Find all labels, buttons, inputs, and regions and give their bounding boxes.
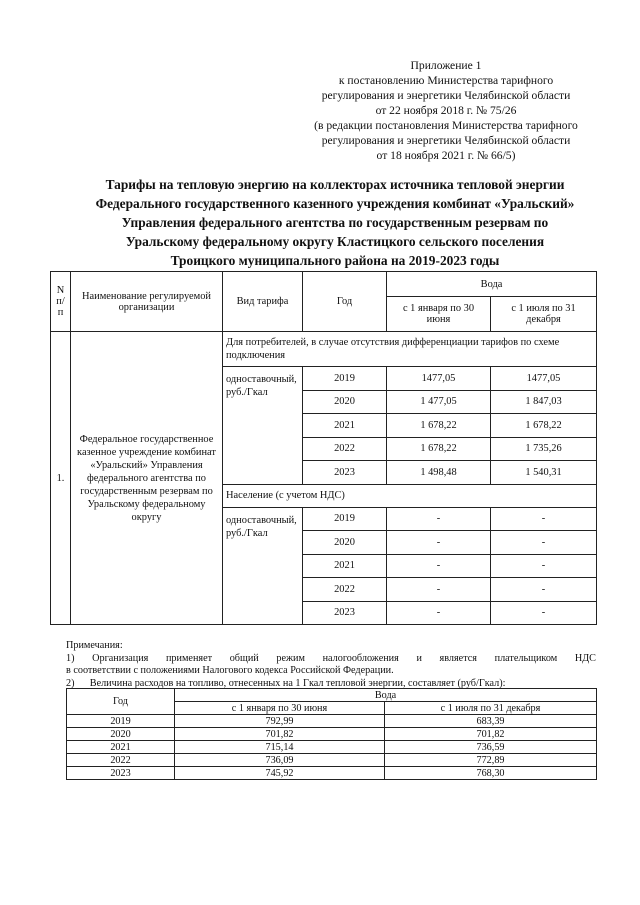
- fuel-year: 2021: [67, 741, 175, 754]
- note-word: НДС: [574, 652, 596, 664]
- value-cell: 1 678,22: [491, 414, 597, 438]
- header-period-1: с 1 января по 30 июня: [387, 297, 491, 332]
- fuel-value: 736,59: [385, 741, 597, 754]
- note-word: Организация: [92, 652, 149, 664]
- fuel-header-year: Год: [67, 689, 175, 715]
- document-title: [50, 175, 620, 270]
- value-cell: 1 498,48: [387, 461, 491, 485]
- fuel-row: [67, 728, 597, 741]
- appendix-block: [296, 58, 596, 163]
- fuel-value: 745,92: [175, 767, 385, 780]
- value-cell: -: [491, 578, 597, 602]
- fuel-header-period-2: с 1 июля по 31 декабря: [385, 702, 597, 715]
- title-line: Троицкого муниципального района на 2019-2023 годы: [170, 253, 500, 268]
- fuel-value: 683,39: [385, 715, 597, 728]
- note-1: [66, 653, 596, 666]
- tariff-type-cell: одноставочный, руб./Гкал: [223, 367, 303, 485]
- title-line: Управления федерального агентства по государственным резервам по: [121, 215, 549, 230]
- fuel-value: 701,82: [175, 728, 385, 741]
- group-label: Население (с учетом НДС): [223, 484, 597, 507]
- year-cell: 2021: [303, 414, 387, 438]
- appendix-line: (в редакции постановления Министерства тарифного: [314, 119, 578, 132]
- title-line: Федерального государственного казенного учреждения комбинат «Уральский»: [95, 196, 575, 211]
- appendix-line: от 18 ноября 2021 г. № 66/5): [376, 149, 516, 162]
- fuel-row: [67, 754, 597, 767]
- header-tariff-type: Вид тарифа: [223, 272, 303, 332]
- note-word: режим: [276, 652, 305, 664]
- tariff-type-cell: одноставочный, руб./Гкал: [223, 507, 303, 625]
- group-label: Для потребителей, в случае отсутствия дифференциации тарифов по схеме подключения: [223, 332, 597, 367]
- appendix-line: от 22 ноября 2018 г. № 75/26: [375, 104, 517, 117]
- appendix-line: Приложение 1: [410, 59, 482, 72]
- fuel-value: 792,99: [175, 715, 385, 728]
- notes-heading: Примечания:: [66, 640, 123, 651]
- note-1-continuation: в соответствии с положениями Налогового кодекса Российской Федерации.: [66, 665, 394, 676]
- note-word: общий: [229, 652, 259, 664]
- fuel-value: 768,30: [385, 767, 597, 780]
- value-cell: -: [387, 554, 491, 578]
- header-year: Год: [303, 272, 387, 332]
- fuel-value: 715,14: [175, 741, 385, 754]
- year-cell: 2022: [303, 578, 387, 602]
- fuel-value: 736,09: [175, 754, 385, 767]
- header-water: Вода: [387, 272, 597, 297]
- year-cell: 2020: [303, 390, 387, 414]
- year-cell: 2021: [303, 554, 387, 578]
- fuel-year: 2023: [67, 767, 175, 780]
- fuel-value: 701,82: [385, 728, 597, 741]
- value-cell: -: [387, 531, 491, 555]
- note-word: является: [439, 652, 477, 664]
- title-line: Уральскому федеральному округу Кластицкого сельского поселения: [125, 234, 545, 249]
- fuel-value: 772,89: [385, 754, 597, 767]
- value-cell: 1 847,03: [491, 390, 597, 414]
- appendix-line: регулирования и энергетики Челябинской области: [321, 89, 571, 102]
- note-word: и: [416, 652, 422, 664]
- fuel-cost-table: [66, 688, 597, 780]
- value-cell: -: [387, 507, 491, 531]
- header-org: Наименование регулируемой организации: [71, 272, 223, 332]
- year-cell: 2019: [303, 507, 387, 531]
- year-cell: 2022: [303, 437, 387, 461]
- note-word: 1): [66, 652, 75, 664]
- fuel-row: [67, 715, 597, 728]
- value-cell: 1 678,22: [387, 414, 491, 438]
- header-period-2: с 1 июля по 31 декабря: [491, 297, 597, 332]
- value-cell: -: [387, 578, 491, 602]
- note-2: 2) Величина расходов на топливо, отнесенных на 1 Гкал тепловой энергии, составляет (руб/Гкал):: [66, 677, 506, 689]
- fuel-header-water: Вода: [175, 689, 597, 702]
- appendix-line: к постановлению Министерства тарифного: [338, 74, 554, 87]
- fuel-header-period-1: с 1 января по 30 июня: [175, 702, 385, 715]
- note-word: налогообложения: [322, 652, 399, 664]
- row-number: 1.: [51, 332, 71, 625]
- value-cell: -: [387, 601, 491, 625]
- year-cell: 2020: [303, 531, 387, 555]
- value-cell: 1 735,26: [491, 437, 597, 461]
- value-cell: -: [491, 554, 597, 578]
- fuel-header-row: [67, 689, 597, 702]
- note-word: плательщиком: [494, 652, 558, 664]
- value-cell: 1477,05: [387, 367, 491, 391]
- fuel-year: 2022: [67, 754, 175, 767]
- group-row: [51, 332, 597, 367]
- fuel-row: [67, 741, 597, 754]
- header-num: N п/п: [51, 272, 71, 332]
- value-cell: -: [491, 531, 597, 555]
- note-word: применяет: [165, 652, 213, 664]
- value-cell: -: [491, 601, 597, 625]
- title-line: Тарифы на тепловую энергию на коллекторах источника тепловой энергии: [105, 177, 565, 192]
- notes-block: [66, 640, 596, 690]
- header-row: [51, 272, 597, 297]
- value-cell: -: [491, 507, 597, 531]
- value-cell: 1 477,05: [387, 390, 491, 414]
- fuel-year: 2019: [67, 715, 175, 728]
- year-cell: 2023: [303, 601, 387, 625]
- tariff-table: [50, 271, 597, 625]
- fuel-year: 2020: [67, 728, 175, 741]
- fuel-row: [67, 767, 597, 780]
- appendix-line: регулирования и энергетики Челябинской области: [321, 134, 571, 147]
- year-cell: 2023: [303, 461, 387, 485]
- organization-name: Федеральное государственное казенное учреждение комбинат «Уральский» Управления федерального агентства по государственным резервам по Уральскому федеральному округу: [71, 332, 223, 625]
- value-cell: 1 540,31: [491, 461, 597, 485]
- year-cell: 2019: [303, 367, 387, 391]
- value-cell: 1477,05: [491, 367, 597, 391]
- value-cell: 1 678,22: [387, 437, 491, 461]
